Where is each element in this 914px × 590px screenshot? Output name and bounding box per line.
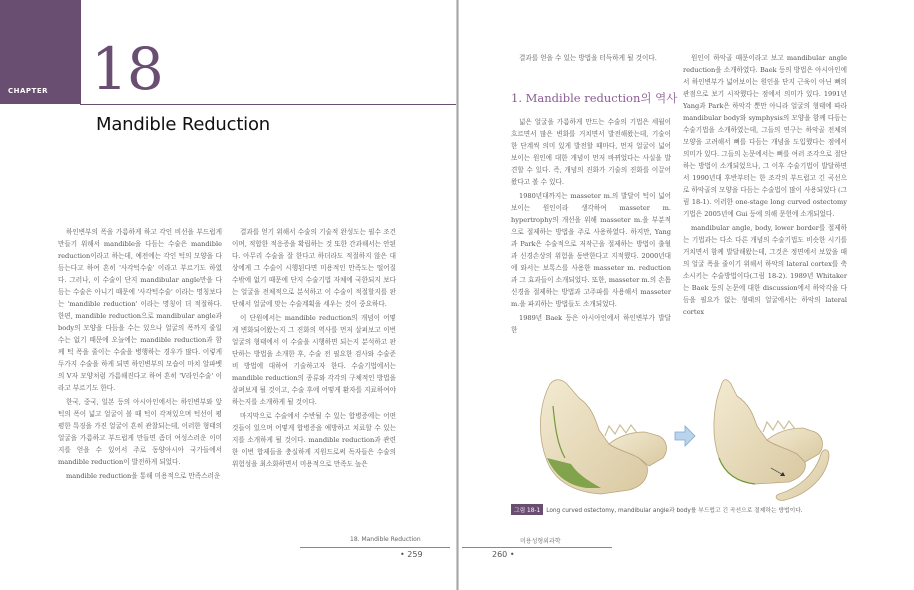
- paragraph: 한국, 중국, 일본 등의 아시아인에서는 하인변부와 앞턱의 폭이 넓고 얼굴이 볼 때 턱이 각져있으며 턱선이 평평한 특징을 가진 얼굴이 흔히 관찰되는데, 이러한 형태의 얼굴을 가름하고 부드럽게 만들면 좀더 여성스러운 이미지를 얻을 수 있어서 주로 동양아시아 국가들에서 mandible reduction이 발전하게 되었다.: [58, 398, 222, 466]
- transition-arrow-icon: [675, 426, 695, 446]
- mandible-after-image: [714, 380, 823, 484]
- left-page-column-2: [232, 226, 396, 470]
- book-gutter: [456, 0, 459, 590]
- mandible-before-image: [540, 380, 666, 494]
- paragraph: 넓은 얼굴을 가름하게 만드는 수술의 기법은 세월이 흐르면서 많은 변화를 거치면서 발전해왔는데, 기술이 한 단계씩 의미 있게 발전할 때마다, 먼저 얼굴이 넓어 보이는 원인에 대한 개념이 먼저 바뀌었다는 사실을 발견할 수 있다. 즉, 개념의 진화가 기술의 진화를 이끌어왔다고 볼 수 있다.: [511, 118, 671, 186]
- paragraph: mandibular angle, body, lower border를 절제하는 기법과는 다소 다른 개념의 수술기법도 비슷한 시기를 거치면서 함께 발달해왔는데, 그것은 정면에서 보았을 때의 얼굴 폭을 줄이기 위해서 하악의 lateral cortex를 축소시키는 수술방법이다(그림 18-2). 1989년 Whitaker는 Baek 등의 논문에 대한 discussion에서 하악각을 다듬을 필요가 없는 형태의 얼굴에서는 하악의 lateral cortex: [683, 224, 847, 316]
- right-page-column-1: [511, 116, 671, 336]
- chapter-label: CHAPTER: [8, 87, 48, 95]
- paragraph: 하인변부의 폭을 가름하게 하고 각인 비선을 부드럽게 만들기 위해서 mandible을 다듬는 수술은 mandible reduction이라고 하는데, 예전에는 각인 턱의 모양을 다듬는다고 하여 흔히 '사각턱수술' 이라고 부르기도 하였다. 그러나, 이 수술이 단지 mandibular angle만을 다듬는 수술은 아니기 때문에 '사각턱수술' 이라는 명칭보다는 'mandible reduction' 이라는 명칭이 더 적절하다. 한편, mandible reduction으로 mandibular angle과 body의 모양을 다듬을 수는 있으나 얼굴의 폭까지 줄일 수는 없기 때문에 오늘에는 mandible reduction과 함께 턱 폭을 줄이는 수술을 병행하는 경우가 많다. 이렇게 두가지 수술을 하게 되면 하인변부의 모습이 마치 알파벳의 V자 모양처럼 가름해진다고 하여 흔히 'V라인수술' 이라고 부르기도 한다.: [58, 228, 222, 392]
- paragraph: mandible reduction을 통해 미용적으로 만족스러운: [66, 472, 221, 480]
- mandible-illustration: [509, 366, 837, 506]
- figure-caption: [511, 504, 803, 515]
- paragraph: 원인이 하악골 때문이라고 보고 mandibular angle reduction을 소개하였다. Baek 등의 방법은 아시아인에서 하인변부가 넓어보이는 원인을 단지 근육이 아닌 뼈의 관점으로 보기 시작했다는 점에서 의미가 있다. 1991년 Yang과 Park은 하악각 뿐만 아니라 얼굴의 형태에 따라 mandibular body와 symphysis의 모양을 함께 다듬는 수술기법을 소개하였는데, 그들의 연구는 하악골 전체의 모양을 고려해서 뼈를 다듬는 개념을 도입했다는 점에서 의미가 있다. 그들의 논문에서는 뼈를 여러 조각으로 절단하는 방법이 소개되었으나, 그 이후 수술기법이 발달하면서 1990년대 후반부터는 한 조각의 부드럽고 긴 곡선으로 하악골의 모양을 다듬는 수술법이 많이 사용되었다 (그림 18-1). 이러한 one-stage long curved ostectomy 기법은 2005년에 Gui 등에 의해 문헌에 소개되었다.: [683, 54, 847, 218]
- section-heading: 1. Mandible reduction의 역사: [511, 91, 678, 105]
- left-footer-rule: [300, 547, 450, 548]
- left-page-number: • 259: [400, 550, 423, 559]
- paragraph: 1989년 Baek 등은 아시아인에서 하인변부가 발달한: [511, 314, 671, 334]
- figure-mandible-ostectomy: [509, 366, 837, 506]
- left-page-column-1: [58, 226, 222, 482]
- chapter-number: 18: [91, 35, 163, 103]
- right-page-column-1-top: [511, 52, 671, 64]
- paragraph: 마지막으로 수술에서 수반될 수 있는 합병증에는 어떤 것들이 있으며 어떻게 합병증을 예방하고 치료할 수 있는지를 소개하게 될 것이다. mandible reduction과 관련한 이번 합제들을 충실하게 지원드로써 독자들은 수술의 위험성을 최소화하면서 미용적으로 만족도 높은: [232, 412, 396, 468]
- right-running-head: 미용성형외과학: [520, 538, 561, 545]
- right-page-number: 260 •: [492, 550, 515, 559]
- left-running-head: 18. Mandible Reduction: [350, 536, 421, 543]
- chapter-title: Mandible Reduction: [96, 114, 271, 135]
- paragraph: 결과를 얻기 위해서 수술의 기술적 완성도는 필수 조건이며, 적합한 적응증을 확립하는 것 또한 간과해서는 안된다. 아무리 수술을 잘 한다고 하더라도 적절하지 않은 대상에게 그 수술이 시행된다면 미용적인 만족도는 떨어질 수밖에 없기 때문에 단지 수술기법 자체에 국한되지 보다는 얼굴을 전체적으로 분석하고 이 수술이 적절할지를 판단해서 얼굴에 맞는 수술계획을 세우는 것이 중요하다.: [232, 228, 396, 308]
- right-page-column-2: [683, 52, 847, 318]
- right-footer-rule: [462, 547, 612, 548]
- figure-caption-text: Long curved ostectomy, mandibular angle과 body를 부드럽고 긴 곡선으로 절제하는 방법이다.: [546, 508, 803, 514]
- paragraph: 이 단원에서는 mandible reduction의 개념이 어떻게 변화되어왔는지 그 진화의 역사를 먼저 살펴보고 이번 얼굴의 형태에서 이 수술을 시행하면 되는지 분석하고 판단하는 방법을 소개한 후, 수술 전 필요한 검사와 수술준비 방법에 대하여 기술하고자 한다. 수술기법에서는 mandible reduction의 종류와 각각의 구체적인 방법을 살펴보게 될 것이고, 수술 후에 어떻게 환자를 지료하여야 하는지를 소개하게 될 것이다.: [232, 314, 396, 406]
- chapter-rule-vertical: [80, 0, 81, 104]
- paragraph: 결과를 얻을 수 있는 방법을 터득하게 될 것이다.: [519, 54, 657, 62]
- paragraph: 1980년대까지는 masseter m.의 발달이 턱이 넓어 보이는 원인이라 생각하여 masseter m. hypertrophy의 개선을 위해 masseter m.을 부분적으로 절제하는 방법을 주로 사용하였다. 하지만, Yang과 Park은 수술적으로 저작근을 절제하는 방법이 출혈과 신경손상의 위험을 동반한다고 지적했다. 2000년대에 와서는 보톡스를 사용한 masseter m. reduction과 그 효과들이 소개되었다. 또한, masseter m.의 손톱신경을 절제하는 방법과 고주파를 사용해서 masseter m.을 파괴하는 방법들도 소개되었다.: [511, 192, 671, 308]
- chapter-rule: [80, 104, 456, 105]
- figure-caption-tag: 그림 18-1: [511, 504, 543, 515]
